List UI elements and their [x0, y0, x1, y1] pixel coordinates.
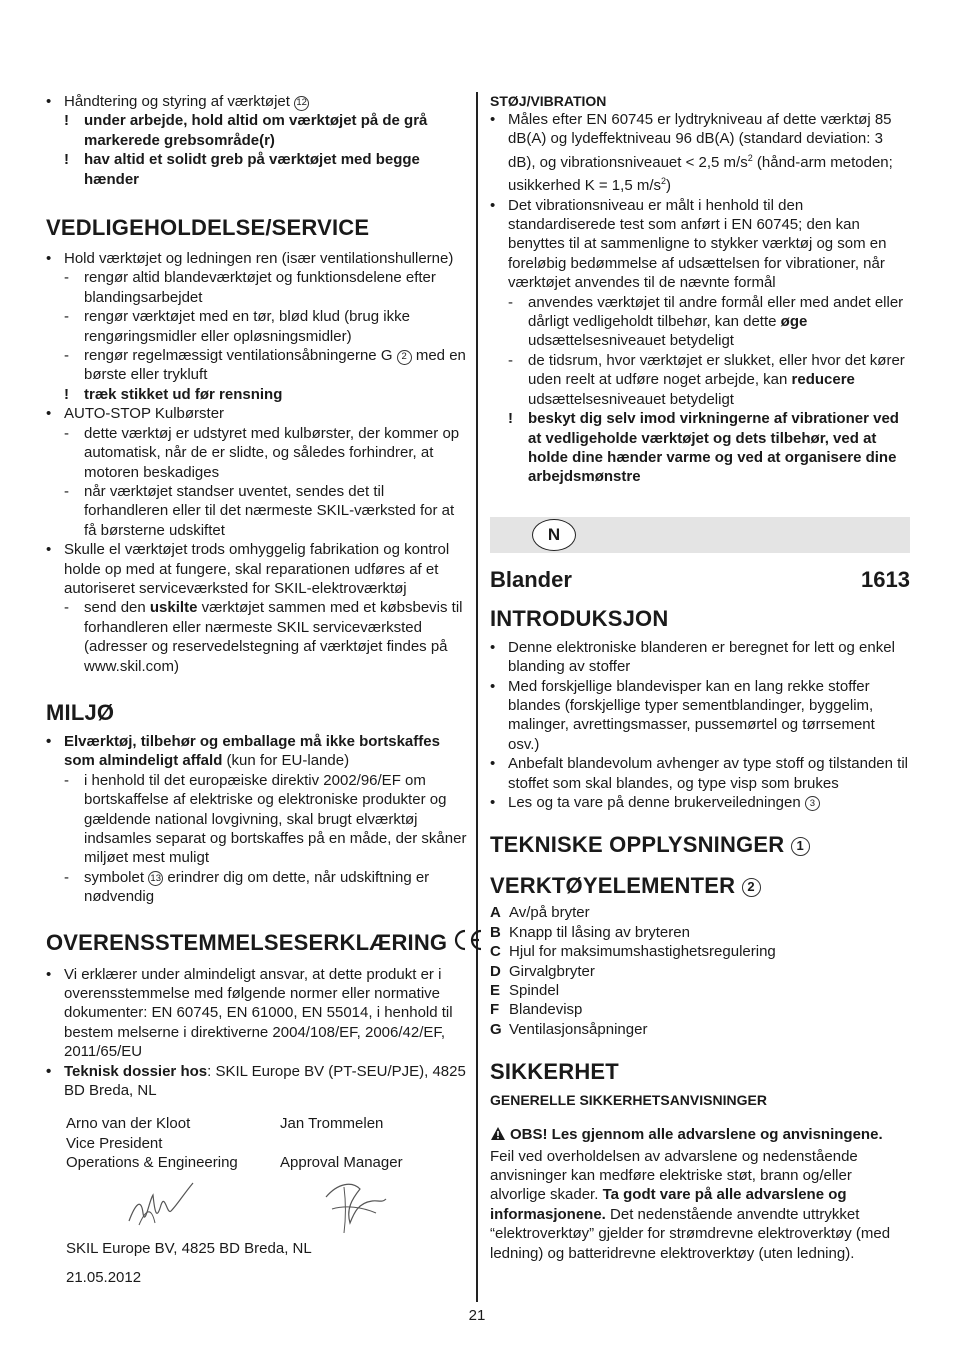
element-item — [490, 923, 910, 942]
reference-number: 1 — [791, 837, 810, 856]
declaration-date: 21.05.2012 — [66, 1269, 142, 1287]
element-key: A — [490, 904, 501, 922]
section-title-maintenance: VEDLIGEHOLDELSE/SERVICE — [46, 215, 370, 241]
warning-item: ! beskyt dig selv imod virkningerne af vibrationer ved at vedligeholde værktøjet og dets tilbehør, ved at holde dine hænder varme og ved at organisere dine arbejdsmønstre — [508, 410, 899, 486]
product-header — [490, 567, 910, 593]
warning-item: ! under arbejde, hold altid om værktøjet på de grå markerede grebsområde(r) — [64, 112, 428, 149]
left-column — [46, 92, 468, 1288]
section-title-technical: TEKNISKE OPPLYSNINGER 1 — [490, 832, 910, 858]
right-column — [490, 92, 910, 1263]
signatory-title: Vice President — [66, 1134, 163, 1152]
section-title-conformity: OVERENSSTEMMELSESERKLÆRING — [46, 929, 468, 957]
element-label: Girvalgbryter — [509, 962, 595, 980]
signatory-title: Approval Manager — [280, 1154, 403, 1172]
section-title-elements: VERKTØYELEMENTER 2 — [490, 873, 910, 899]
safety-subtitle: GENERELLE SIKKERHETSANVISNINGER — [490, 1092, 767, 1109]
product-code: 1613 — [861, 566, 910, 592]
sub-item: - de tidsrum, hvor værktøjet er slukket, eller hvor det kører uden reelt at udføre noget arbejde, kan reducere udsættelsesniveauet betydeligt — [508, 351, 905, 408]
list-item: • Anbefalt blandevolum avhenger av type stoff og tilstanden til stoffet som skal blandes, og type visp som brukes — [490, 755, 908, 792]
section-title-introduction: INTRODUKSJON — [490, 605, 669, 631]
element-item — [490, 942, 910, 961]
sub-item: - send den uskilte værktøjet sammen med et købsbevis til forhandleren eller nærmeste SKIL serviceværksted (adresser og reservedelstegning af værktøjet findes på www.skil.com) — [64, 599, 463, 675]
element-label: Av/på bryter — [509, 904, 590, 922]
list-item: • Håndtering og styring af værktøjet 12 — [46, 92, 468, 111]
element-key: F — [490, 1001, 500, 1019]
list-item: • Elværktøj, tilbehør og emballage må ikke bortskaffes som almindeligt affald (kun for EU-lande) — [46, 732, 440, 770]
list-item: • Teknisk dossier hos: SKIL Europe BV (PT-SEU/PJE), 4825 BD Breda, NL — [46, 1062, 466, 1100]
element-item — [490, 962, 910, 981]
elements-list — [490, 903, 910, 1039]
signatory-name: Arno van der Kloot — [66, 1115, 191, 1133]
signature-1-icon — [121, 1175, 211, 1235]
reference-number: 13 — [148, 871, 163, 886]
element-item — [490, 1000, 910, 1019]
sub-item: - dette værktøj er udstyret med kulbørster, der kommer op automatisk, når de er slidte, og således forhindrer, at motoren beskadiges — [64, 424, 460, 481]
ce-mark-icon — [453, 929, 483, 957]
list-item: • Denne elektroniske blanderen er beregnet for lett og enkel blanding av stoffer — [490, 638, 895, 676]
list-item: • Med forskjellige blandevisper kan en lang rekke stoffer blandes (forskjellige typer sementblandinger, byggelim, malinger, avrettingsmasser, pussemørtel og tørrsement osv.) — [490, 677, 875, 753]
sub-item: - rengør regelmæssigt ventilationsåbningerne G 2 med en børste eller trykluft — [64, 347, 466, 384]
safety-paragraph: OBS! Les gjennom alle advarslene og anvisningene. Feil ved overholdelsen av advarslene og nedenstående anvisninger kan medføre elektriske støt, brann og/eller alvorlige skader. Ta godt vare på alle advarslene og informasjonene. Det nedenstående anvendte uttrykket “elektroverktøy” gjelder for strømdrevne elektroverktøy (med ledning) og batteridrevne elektroverktøy (uten ledning). — [490, 1126, 891, 1262]
element-key: C — [490, 943, 501, 961]
list-item: • AUTO-STOP Kulbørster — [46, 405, 225, 423]
sub-item: - anvendes værktøjet til andre formål eller med andet eller dårligt vedligeholdt tilbehør, kan dette øge udsættelsesniveauet betydeligt — [508, 293, 904, 350]
reference-number: 2 — [742, 878, 761, 897]
signature-block — [66, 1114, 468, 1172]
reference-number: 2 — [397, 350, 412, 365]
language-badge: N — [532, 519, 576, 551]
element-key: D — [490, 962, 501, 980]
sub-item: - symbolet 13 erindrer dig om dette, når udskiftning er nødvendig — [64, 868, 430, 906]
signatures — [66, 1173, 468, 1237]
element-key: E — [490, 982, 501, 999]
list-item: • Skulle el værktøjet trods omhyggelig fabrikation og kontrol holde op med at fungere, skal reparationen udføres af et autoriseret serviceværksted for SKIL-elektroværktøj — [46, 541, 450, 597]
sub-item: - rengør altid blandeværktøjet og funktionsdelene efter blandingsarbejdet — [64, 269, 436, 306]
sub-item: - i henhold til det europæiske direktiv 2002/96/EF om bortskaffelse af elektriske og elektroniske produkter og gældende national lovgivning, skal brugt elværktøj indsamles separat og bortskaffes på en måde, der skåner miljøet mest muligt — [64, 771, 467, 867]
signature-2-icon — [316, 1173, 396, 1237]
signatory-title: Operations & Engineering — [66, 1154, 238, 1172]
element-label: Blandevisp — [509, 1001, 583, 1019]
element-label: Spindel — [509, 982, 560, 999]
element-item — [490, 903, 910, 922]
sub-item: - når værktøjet standser uventet, sendes det til forhandleren eller til det nærmeste SKIL-værksted for at få børsterne udskiftet — [64, 482, 455, 539]
page-number: 21 — [468, 1307, 486, 1324]
element-label: Hjul for maksimumshastighetsregulering — [509, 943, 776, 961]
element-key: B — [490, 923, 501, 941]
list-item: • Hold værktøjet og ledningen ren (især ventilationshullerne) — [46, 250, 454, 268]
company-address: SKIL Europe BV, 4825 BD Breda, NL — [66, 1239, 312, 1257]
element-item — [490, 981, 910, 1000]
section-title-noise: STØJ/VIBRATION — [490, 93, 607, 109]
element-label: Knapp til låsing av bryteren — [509, 923, 690, 941]
reference-number: 3 — [805, 796, 820, 811]
element-item — [490, 1020, 910, 1039]
warning-triangle-icon — [490, 1126, 506, 1146]
list-item: • Les og ta vare på denne brukerveiledningen 3 — [490, 793, 910, 812]
language-bar — [490, 517, 910, 553]
element-label: Ventilasjonsåpninger — [509, 1020, 648, 1038]
product-name: Blander — [490, 566, 572, 592]
list-item: • Måles efter EN 60745 er lydtrykniveau af dette værktøj 85 dB(A) og lydeffektniveau 96 dB(A) (standard deviation: 3 dB), og vibrationsniveauet < 2,5 $m/s^2$ (hånd-arm metoden; usikkerhed K = 1,5 $m/s^2$) — [490, 111, 893, 195]
warning-item: ! hav altid et solidt greb på værktøjet med begge hænder — [64, 151, 420, 188]
list-item: • Vi erklærer under almindeligt ansvar, at dette produkt er i overensstemmelse med følgende normer eller normative dokumenter: EN 60745, EN 61000, EN 55014, i henhold til bestem melserne i direktiverne 2004/108/EF, 2006/42/EF, 2011/65/EU — [46, 965, 453, 1061]
element-key: G — [490, 1020, 502, 1038]
signatory-name: Jan Trommelen — [280, 1115, 384, 1133]
section-title-safety: SIKKERHET — [490, 1059, 619, 1085]
reference-number: 12 — [294, 96, 309, 111]
warning-item: ! træk stikket ud før rensning — [64, 385, 283, 403]
list-item: • Det vibrationsniveau er målt i henhold til den standardiserede test som anført i EN 60745; den kan benyttes til at sammenligne to stykker værktøj og som en foreløbig bedømmelse af udsættelsen for vibrationer, når værktøjet anvendes til de nævnte formål — [490, 196, 887, 292]
section-title-environment: MILJØ — [46, 699, 115, 725]
sub-item: - rengør værktøjet med en tør, blød klud (brug ikke rengøringsmidler eller opløsningsmidler) — [64, 308, 410, 345]
